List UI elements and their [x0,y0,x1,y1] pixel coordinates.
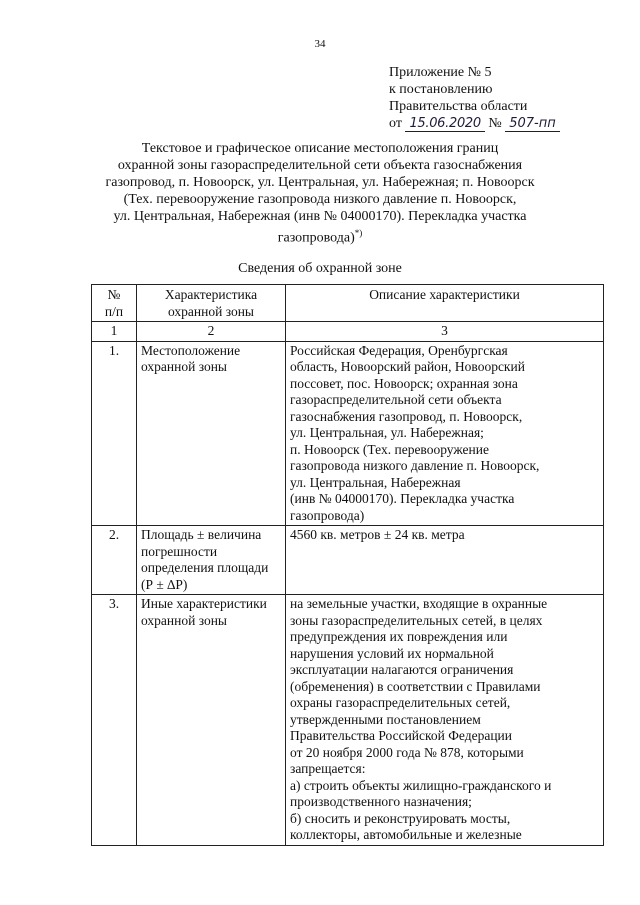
cell-line: газоснабжения газопровод, п. Новоорск, [290,408,523,424]
cell-line: зоны газораспределительных сетей, в целях [290,612,543,628]
cell-line: Площадь ± величина [141,527,262,542]
cell-line: от 20 ноября 2000 года № 878, которыми [290,744,524,760]
cell-line: газопровода) [290,507,365,523]
cell-line: (инв № 04000170). Перекладка участка [290,491,515,506]
cell-line: предупреждения их повреждения или [290,629,508,644]
header-num-line-1: № [107,287,121,302]
row-characteristic [137,341,286,526]
title-line-6-text: газопровода) [277,230,355,246]
cell-line: охранной зоны [141,612,228,628]
cell-line: Местоположение [141,342,241,358]
header-char-line-2: охранной зоны [167,303,254,319]
title-line-5: ул. Центральная, Набережная (инв № 04000170). Перекладка участка [113,209,527,224]
row-number: 2. [92,526,137,595]
document-title [90,140,550,247]
appendix-line-1: Приложение № 5 [389,65,492,80]
appendix-block [389,64,629,132]
cell-line: определения площади [141,560,269,575]
header-num-line-2: п/п [104,303,124,319]
header-description [286,285,604,322]
cell-line: запрещается: [290,761,366,776]
number-prefix: № [488,116,502,131]
row-description [286,341,604,526]
cell-line: коллекторы, автомобильные и железные [290,827,522,842]
footnote-mark: *) [354,228,363,238]
cell-line: погрешности [141,543,218,559]
cell-line: (обременения) в соответствии с Правилами [290,678,541,694]
cell-line: нарушения условий их нормальной [290,645,494,661]
handwritten-number: 507-пп [505,116,560,132]
cell-line: охраны газораспределительных сетей, [290,695,511,710]
title-line-1: Текстовое и графическое описание местоположения границ [141,141,499,156]
cell-line: область, Новоорский район, Новоорский [290,359,525,374]
table-row [92,526,604,595]
cell-line: газораспределительной сети объекта [290,392,502,407]
col-number-2: 2 [137,322,286,342]
cell-line: б) сносить и реконструировать мосты, [290,810,511,826]
header-desc-text: Описание характеристики [369,287,520,302]
row-description [286,526,604,595]
cell-line: ул. Центральная, ул. Набережная; [290,425,484,440]
date-prefix: от [389,116,402,131]
cell-line: эксплуатации налагаются ограничения [290,662,514,677]
cell-line: (Р ± ∆Р) [141,576,188,592]
page-bottom-margin [0,864,640,905]
cell-line: п. Новоорск (Тех. перевооружение [290,441,489,457]
header-char-line-1: Характеристика [164,287,258,302]
table-header-row [92,285,604,322]
title-line-3: газопровод, п. Новоорск, ул. Центральная, ул. Набережная; п. Новоорск [105,175,535,190]
cell-line: Правительства Российской Федерации [290,728,512,743]
cell-line: 4560 кв. метров ± 24 кв. метра [290,527,465,542]
table-row [92,595,604,846]
handwritten-date: 15.06.2020 [405,116,484,132]
cell-line: охранной зоны [141,359,228,374]
row-number: 1. [92,341,137,526]
row-characteristic [137,526,286,595]
col-number-3: 3 [286,322,604,342]
row-characteristic [137,595,286,846]
cell-line: ул. Центральная, Набережная [290,474,461,490]
cell-line: Российская Федерация, Оренбургская [290,342,508,358]
appendix-line-2: к постановлению [389,82,493,97]
appendix-line-3: Правительства области [389,99,528,114]
header-num [92,285,137,322]
title-line-6 [90,225,550,247]
appendix-date-line [389,115,629,132]
title-line-2: охранной зоны газораспределительной сети объекта газоснабжения [117,158,523,173]
header-characteristic [137,285,286,322]
cell-line: производственного назначения; [290,794,472,809]
row-description [286,595,604,846]
col-number-1: 1 [92,322,137,342]
cell-line: а) строить объекты жилищно-гражданского и [290,777,552,793]
title-line-4: (Тех. перевооружение газопровода низкого давление п. Новоорск, [123,192,517,207]
table-row [92,341,604,526]
protection-zone-table [91,284,604,846]
column-number-row [92,322,604,342]
cell-line: утвержденными постановлением [290,711,481,727]
row-number: 3. [92,595,137,846]
cell-line: Иные характеристики [141,596,267,611]
cell-line: на земельные участки, входящие в охранные [290,596,548,611]
section-subtitle: Сведения об охранной зоне [238,261,402,276]
cell-line: поссовет, пос. Новоорск; охранная зона [290,375,518,391]
page-number: 34 [314,38,326,50]
cell-line: газопровода низкого давление п. Новоорск, [290,458,540,473]
